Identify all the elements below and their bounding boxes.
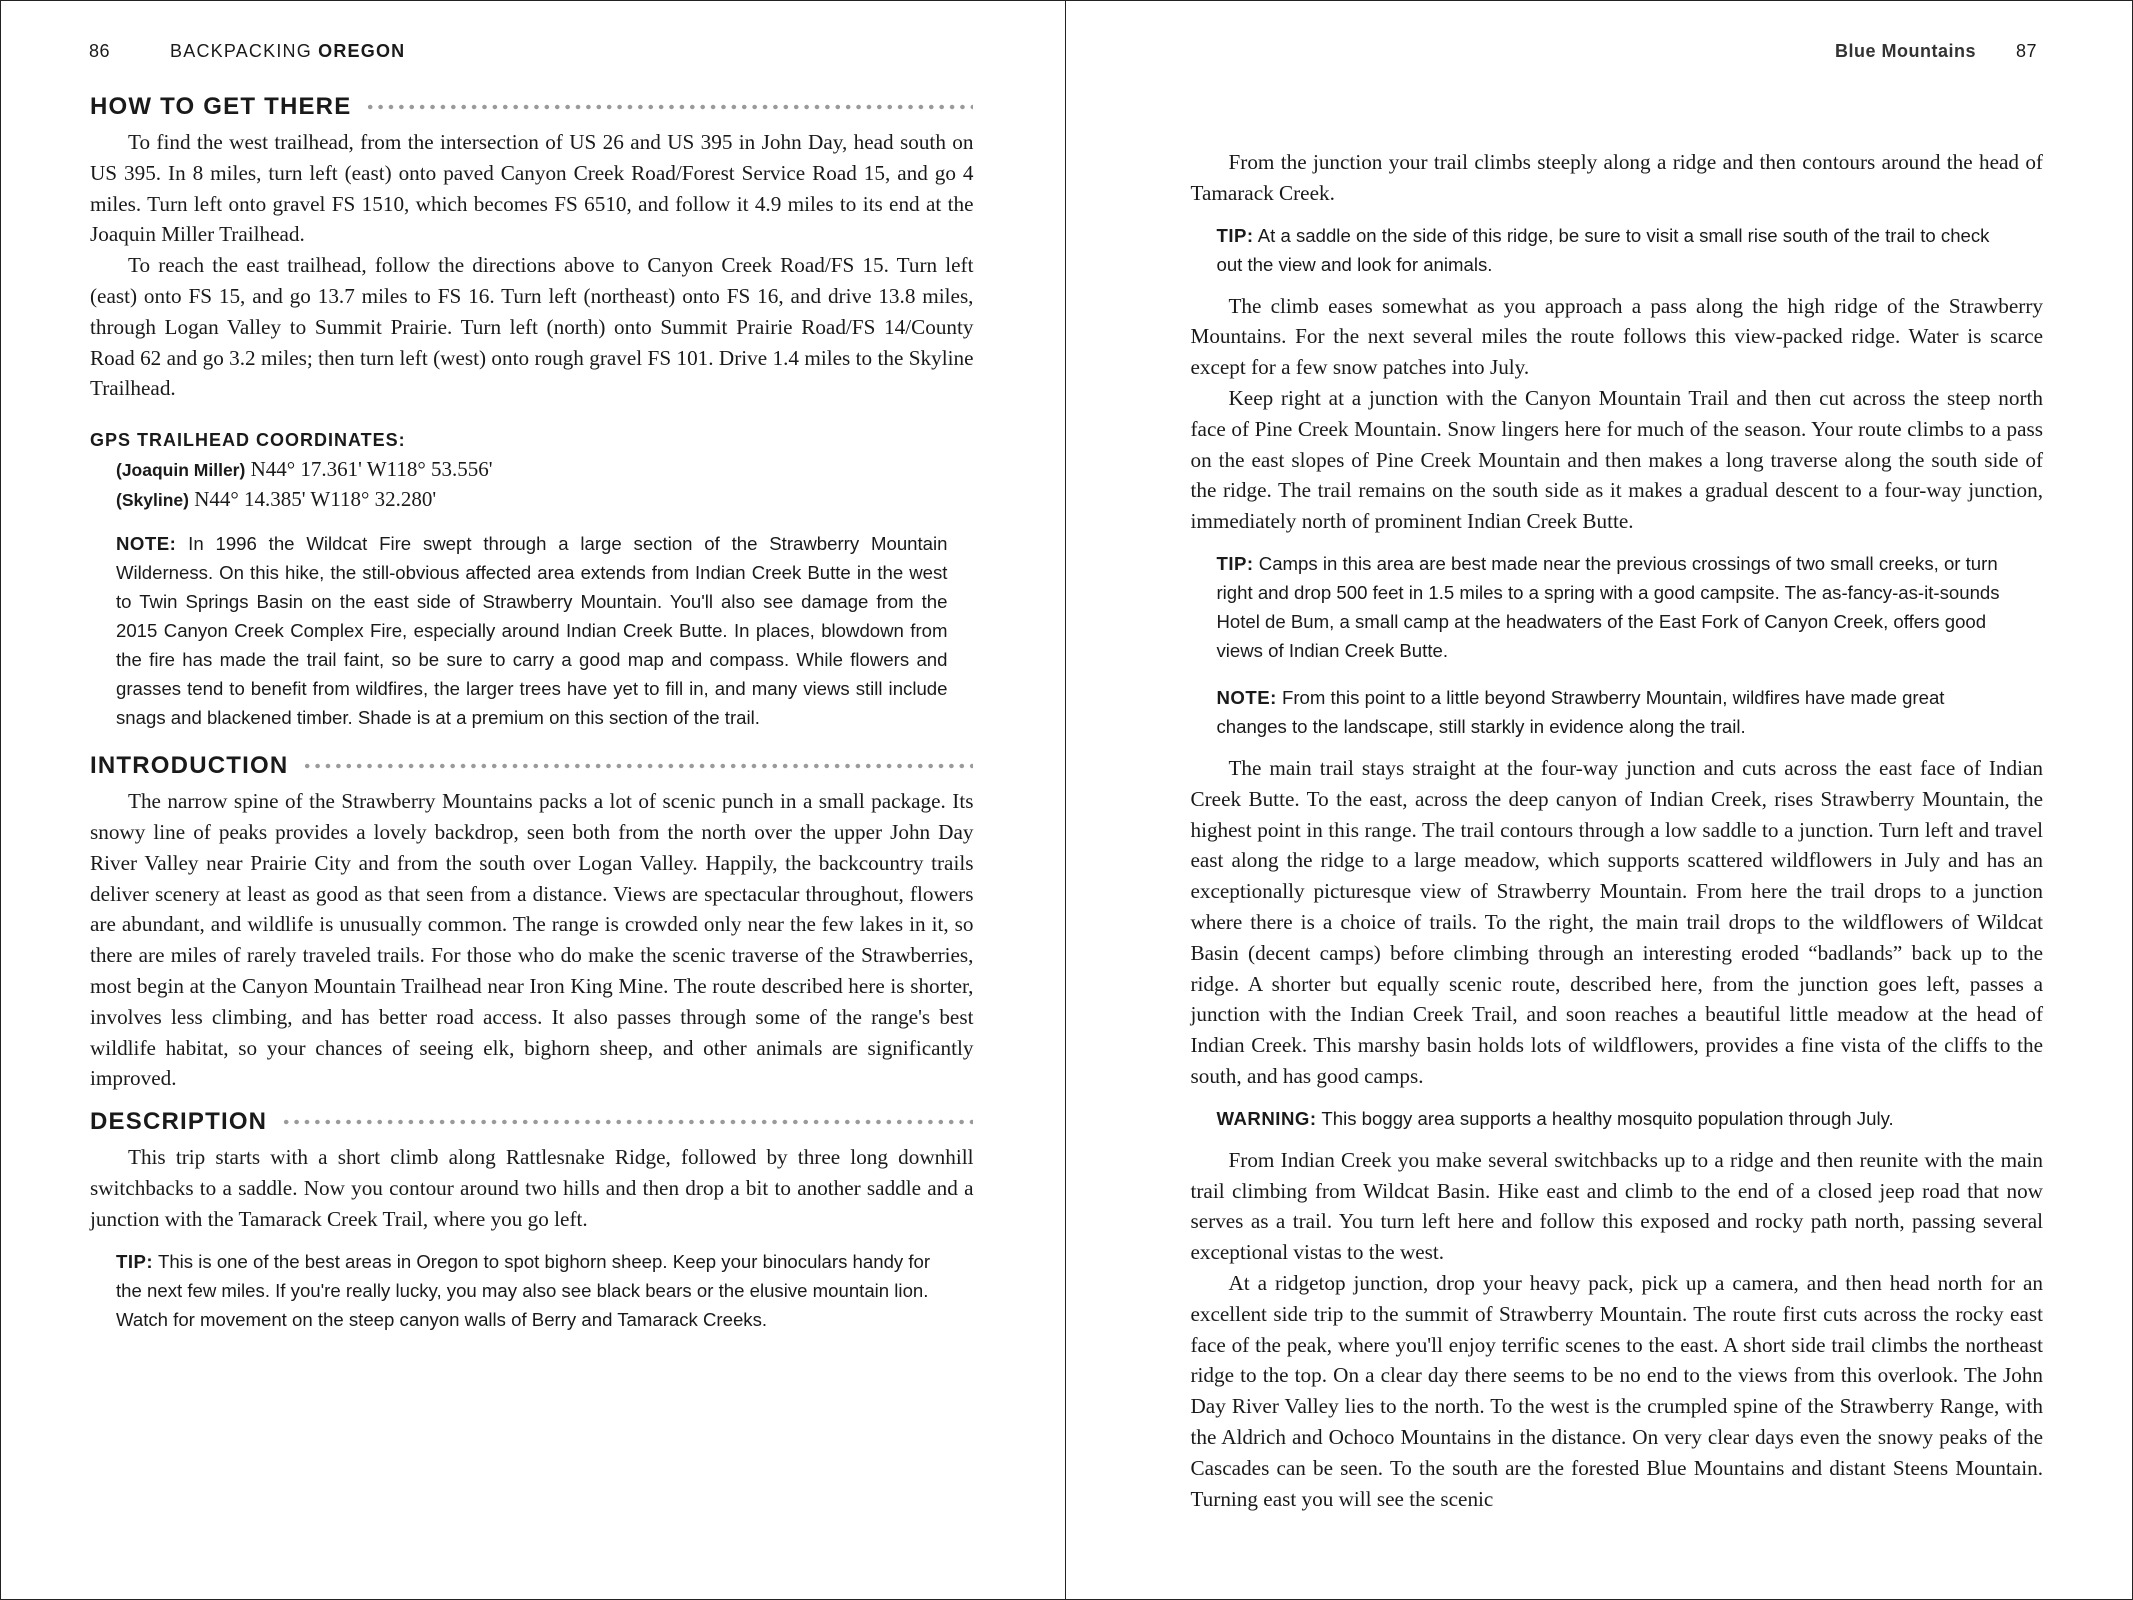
tip-box	[116, 1247, 947, 1334]
gps-coords: N44° 17.361' W118° 53.556'	[245, 457, 493, 482]
paragraph: The narrow spine of the Strawberry Mountains packs a lot of scenic punch in a small package. Its snowy line of peaks provides a lovely backdrop, seen both from the north over the upper John Day River Valley near Prairie City and from the south over Logan Valley. Happily, the backcountry trails deliver scenery at least as good as that seen from a distance. Views are spectacular throughout, flowers are abundant, and wildlife is unusually common. The range is crowded only near the few lakes in it, so there are miles of rarely traveled trails. For those who do make the scenic traverse of the Strawberries, most begin at the Canyon Mountain Trailhead near Iron King Mine. The route described here is shorter, involves less climbing, and has better road access. It also passes through some of the range's best wildlife habitat, so your chances of seeing elk, bighorn sheep, and other animals are significantly improved.	[90, 789, 974, 1091]
section-heading-how-to-get-there	[90, 93, 973, 121]
paragraph: To find the west trailhead, from the intersection of US 26 and US 395 in John Day, head south on US 395. In 8 miles, turn left (east) onto paved Canyon Creek Road/Forest Service Road 15, and go 4 miles. Turn left onto gravel FS 1510, which becomes FS 6510, and follow it 4.9 miles to its end at the Joaquin Miller Trailhead.	[90, 130, 974, 247]
note-label: NOTE:	[1216, 686, 1277, 708]
page-number-right: 87	[2015, 41, 2037, 61]
warning-label: WARNING:	[1216, 1107, 1317, 1129]
paragraph: The climb eases somewhat as you approach a pass along the high ridge of the Strawberry Mountains. For the next several miles the route follows this view-packed ridge. Water is scarce except for a few snow patches into July.	[1190, 293, 2043, 380]
paragraph: To reach the east trailhead, follow the directions above to Canyon Creek Road/FS 15. Turn left (east) onto FS 15, and go 13.7 miles to FS 16. Turn left (northeast) onto FS 16, and drive 13.8 miles, through Logan Valley to Summit Prairie. Turn left (north) onto Summit Prairie Road/FS 14/County Road 62 and go 3.2 miles; then turn left (west) onto rough gravel FS 101. Drive 1.4 miles to the Skyline Trailhead.	[90, 253, 974, 401]
note-label: NOTE:	[116, 533, 177, 555]
gps-heading: GPS TRAILHEAD COORDINATES:	[90, 430, 406, 451]
tip-text: Camps in this area are best made near the previous crossings of two small creeks, or turn right and drop 500 feet in 1.5 miles to a spring with a good campsite. The as-fancy-as-it-sounds Hotel de Bum, a small camp at the headwaters of the East Fork of Canyon Creek, offers good views of Indian Creek Butte.	[1216, 552, 2000, 661]
book-title	[170, 41, 405, 62]
note-box	[116, 529, 947, 732]
right-running-head	[1190, 41, 2037, 75]
dotted-rule	[281, 1119, 973, 1125]
note-text: From this point to a little beyond Strawberry Mountain, wildfires have made great changes to the landscape, still starkly in evidence along the trail.	[1216, 686, 1945, 737]
heading-text: HOW TO GET THERE	[90, 93, 352, 120]
dotted-rule	[365, 104, 973, 110]
section-heading-introduction	[90, 752, 973, 780]
tip-label: TIP:	[1216, 224, 1254, 246]
note-text: In 1996 the Wildcat Fire swept through a large section of the Strawberry Mountain Wilderness. On this hike, the still-obvious affected area extends from Indian Creek Butte in the west to Twin Springs Basin on the east side of Strawberry Mountain. You'll also see damage from the 2015 Canyon Creek Complex Fire, especially around Indian Creek Butte. In places, blowdown from the fire has made the trail faint, so be sure to carry a good map and compass. While flowers and grasses tend to benefit from wildfires, the larger trees have yet to fill in, and many views still include snags and blackened timber. Shade is at a premium on this section of the trail.	[116, 533, 948, 729]
paragraph: This trip starts with a short climb along Rattlesnake Ridge, followed by three long downhill switchbacks to a saddle. Now you contour around two hills and then drop a bit to another saddle and a junction with the Tamarack Creek Trail, where you go left.	[90, 1145, 974, 1231]
paragraph: From the junction your trail climbs steeply along a ridge and then contours around the head of Tamarack Creek.	[1190, 150, 2043, 205]
paragraph: At a ridgetop junction, drop your heavy pack, pick up a camera, and then head north for an excellent side trip to the summit of Strawberry Mountain. The route first cuts across the rocky east face of the peak, where you'll enjoy terrific scenes to the east. A short side trail climbs the northeast ridge to the top. On a clear day there seems to be no end to the views from this overlook. The John Day River Valley lies to the north. To the west is the crumpled spine of the Strawberry Range, with the Aldrich and Ochoco Mountains in the distance. On very clear days even the snowy peaks of the Cascades can be seen. To the south are the forested Blue Mountains and distant Steens Mountain. Turning east you will see the scenic	[1190, 1270, 2043, 1511]
chapter-title: Blue Mountains	[1834, 41, 1976, 61]
gps-entry	[116, 485, 973, 515]
warning-box	[1216, 1104, 2017, 1133]
gps-entry	[116, 455, 973, 485]
gps-coords: N44° 14.385' W118° 32.280'	[188, 487, 437, 512]
paragraph: Keep right at a junction with the Canyon Mountain Trail and then cut across the steep north face of Pine Creek Mountain. Snow lingers here for much of the season. Your route climbs to a pass on the east slopes of Pine Creek Mountain and then makes a long traverse along the south side of the ridge. The trail remains on the south side as it makes a gradual descent to a four-way junction, immediately north of prominent Indian Creek Butte.	[1190, 385, 2043, 534]
section-heading-description	[90, 1108, 973, 1136]
tip-label: TIP:	[1216, 552, 1254, 574]
paragraph: From Indian Creek you make several switchbacks up to a ridge and then reunite with the main trail climbing from Wildcat Basin. Hike east and climb to the end of a closed jeep road that now serves as a trail. You turn left here and follow this exposed and rocky path north, passing several exceptional vistas to the west.	[1190, 1147, 2043, 1265]
tip-text: This is one of the best areas in Oregon to spot bighorn sheep. Keep your binoculars handy for the next few miles. If you're really lucky, you may also see black bears or the elusive mountain lion. Watch for movement on the steep canyon walls of Berry and Tamarack Creeks.	[116, 1250, 931, 1330]
tip-text: At a saddle on the side of this ridge, be sure to visit a small rise south of the trail to check out the view and look for animals.	[1216, 224, 1990, 275]
paragraph: The main trail stays straight at the four-way junction and cuts across the east face of Indian Creek Butte. To the east, across the deep canyon of Indian Creek, rises Strawberry Mountain, the highest point in this range. The trail contours through a low saddle to a junction. Turn left and travel east along the ridge to a large meadow, which supports scattered wildflowers in July and has an exceptionally picturesque view of Strawberry Mountain. From here the trail drops to a junction where there is a choice of trails. To the right, the main trail drops to the wildflowers of Wildcat Basin (decent camps) before climbing through an interesting eroded “badlands” back up to the ridge. A shorter but equally scenic route, described here, from the junction goes left, passes a junction with the Indian Creek Trail, and soon reaches a beautiful little meadow at the head of Indian Creek. This marshy basin holds lots of wildflowers, provides a fine vista of the cliffs to the south, and has good camps.	[1190, 755, 2043, 1088]
left-page	[1, 1, 1066, 1599]
right-page	[1066, 1, 2132, 1599]
book-title-regular: BACKPACKING	[170, 41, 319, 61]
warning-text: This boggy area supports a healthy mosquito population through July.	[1316, 1107, 1894, 1129]
book-title-bold: OREGON	[318, 41, 406, 61]
tip-box	[1216, 221, 2017, 279]
tip-box	[1216, 549, 2017, 665]
left-running-head	[90, 41, 973, 75]
note-box	[1216, 683, 2017, 741]
page-number-left: 86	[89, 41, 111, 61]
tip-label: TIP:	[116, 1250, 154, 1272]
gps-name: (Skyline)	[116, 490, 189, 511]
heading-text: DESCRIPTION	[90, 1108, 268, 1136]
heading-text: INTRODUCTION	[90, 752, 289, 780]
gps-name: (Joaquin Miller)	[116, 460, 246, 481]
dotted-rule	[302, 763, 973, 769]
